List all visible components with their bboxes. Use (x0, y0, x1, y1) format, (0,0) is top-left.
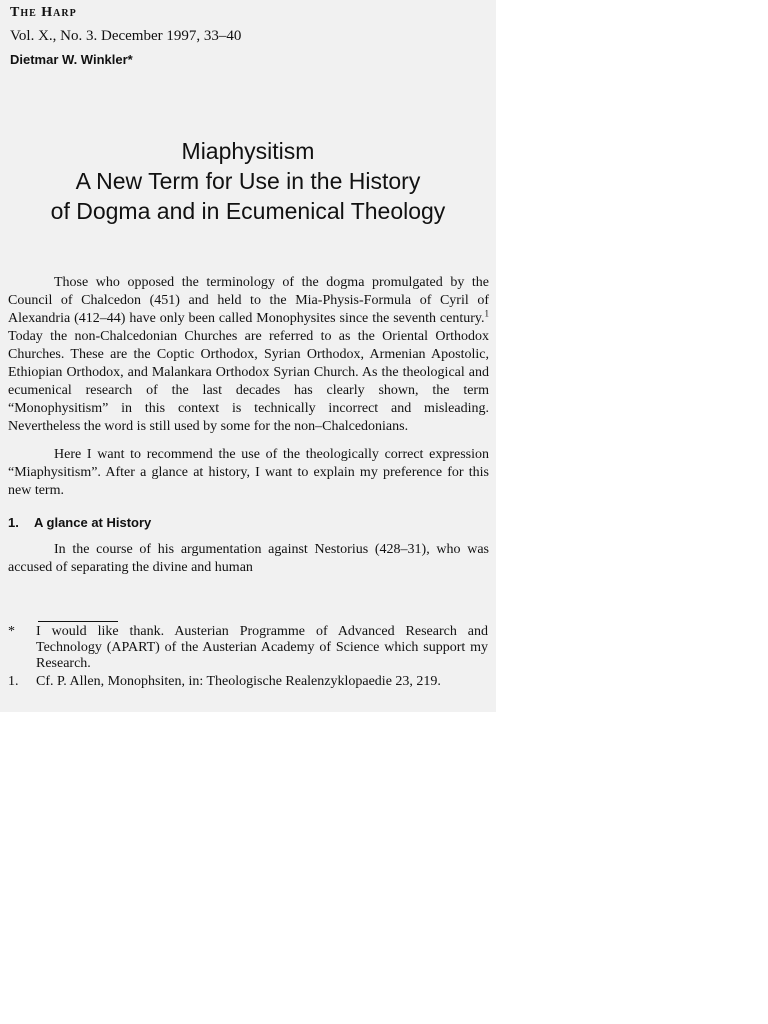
paragraph-1-text-a: Those who opposed the terminology of the dogma promulgated by the Council of Chalcedon (451) and held to the Mia-Physis-Formula of Cyril of Alexandria (412–44) have only been called Monophysites since the seventh century. (8, 275, 489, 326)
footnote-mark: * (8, 624, 15, 639)
article-title (0, 136, 496, 226)
footnote-divider (38, 621, 118, 622)
title-line-1: Miaphysitism (181, 138, 315, 164)
section-number: 1. (8, 515, 19, 530)
footnote-item (6, 674, 488, 690)
journal-name: The Harp (10, 5, 77, 20)
paragraph-1-text-b: Today the non-Chalcedonian Churches are referred to as the Oriental Orthodox Churches. These are the Coptic Orthodox, Syrian Orthodox, Armenian Apostolic, Ethiopian Orthodox, and Malankara Orthodox Syrian Church. As the theological and ecumenical research of the last decades has clearly shown, the term “Monophysitism” in this context is technically incorrect and misleading. Nevertheless the word is still used by some for the non–Chalcedonians. (8, 329, 489, 434)
footnote-text: Cf. P. Allen, Monophsiten, in: Theologische Realenzyklopaedie 23, 219. (36, 674, 441, 689)
paragraph-2: Here I want to recommend the use of the theologically correct expression “Miaphysitism”. After a glance at history, I want to explain my preference for this new term. (8, 447, 489, 498)
journal-header (10, 4, 490, 70)
title-line-3: of Dogma and in Ecumenical Theology (50, 198, 446, 224)
article-body (8, 274, 489, 577)
author-name: Dietmar W. Winkler* (10, 52, 133, 67)
scanned-page-area (0, 0, 496, 712)
paragraph-3: In the course of his argumentation against Nestorius (428–31), who was accused of separating the divine and human (8, 542, 489, 575)
section-title: A glance at History (34, 515, 152, 530)
paragraph-1 (8, 274, 489, 436)
footnote-item (6, 624, 488, 672)
footnote-reference-1: 1 (484, 308, 489, 319)
footnote-text: I would like thank. Austerian Programme of Advanced Research and Technology (APART) of the Austerian Academy of Science which support my Research. (36, 624, 488, 671)
section-heading (8, 514, 489, 532)
footnote-mark: 1. (8, 674, 19, 689)
footnotes (6, 624, 488, 692)
title-line-2: A New Term for Use in the History (75, 168, 421, 194)
volume-line: Vol. X., No. 3. December 1997, 33–40 (10, 28, 242, 44)
